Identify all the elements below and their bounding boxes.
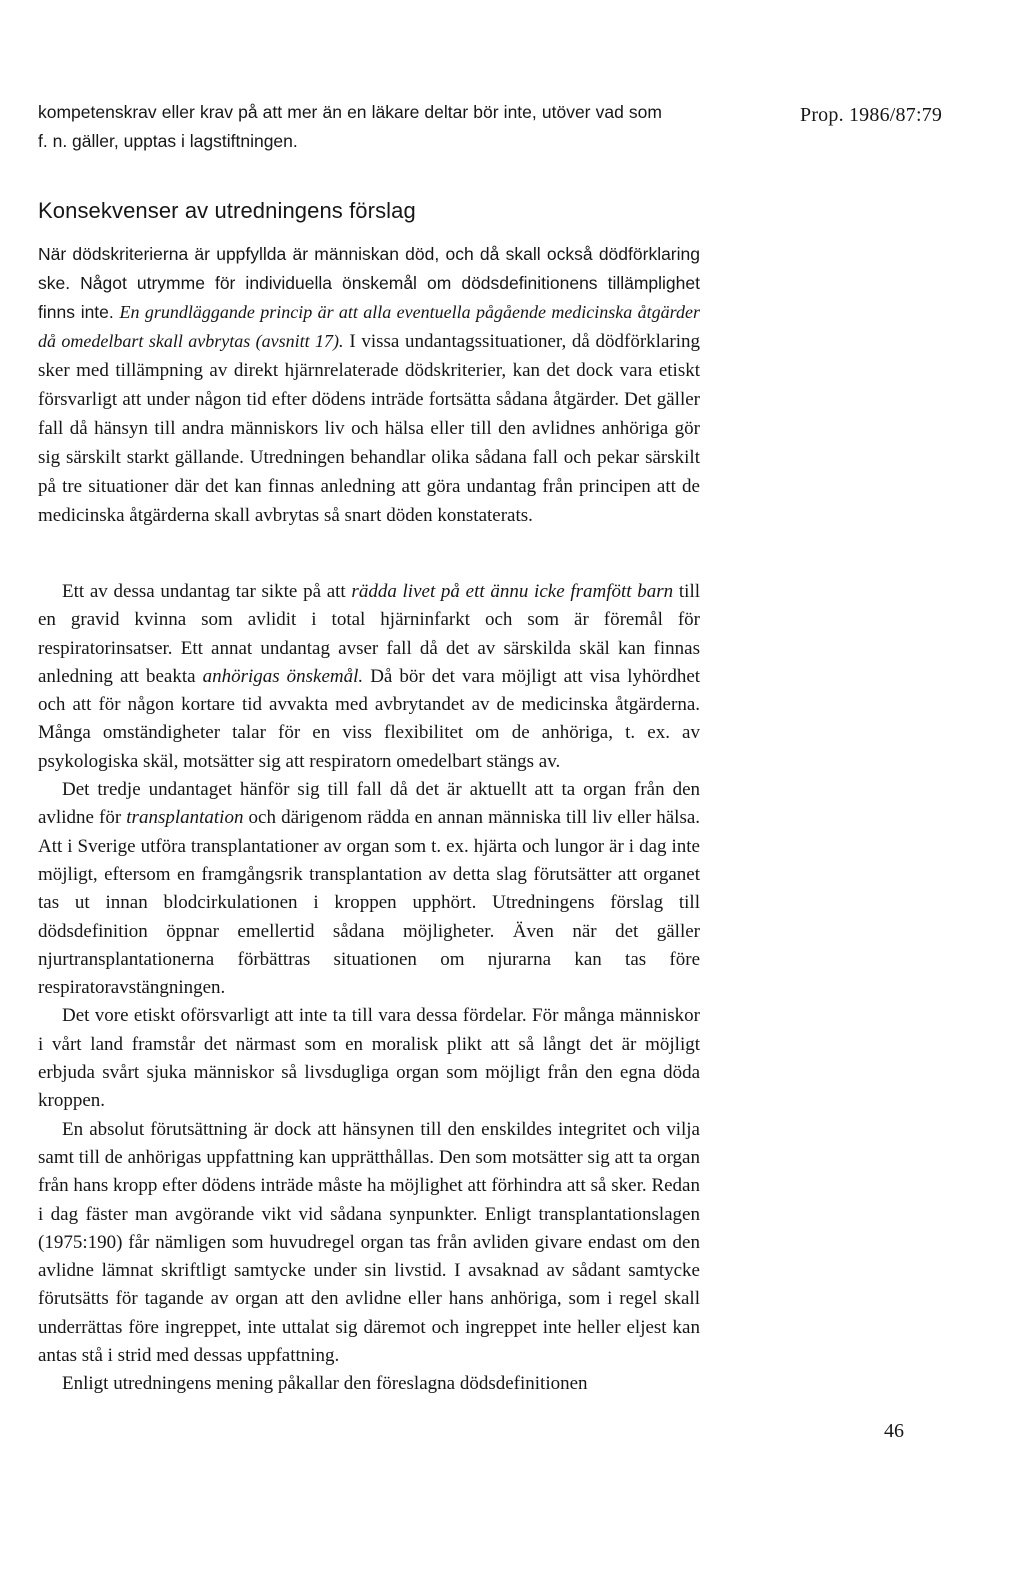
intro-text-block: [38, 98, 700, 156]
paragraph-ethics: Det vore etiskt oförsvarligt att inte ta till vara dessa fördelar. För många människor i vårt land framstår det närmast som en moralisk plikt att så långt det är möjligt erbjuda svårt sjuka människor så livsdugliga organ som möjligt från den egna döda kroppen.: [38, 1005, 700, 1112]
paragraph-conclusion: Enligt utredningens mening påkallar den föreslagna dödsdefinitionen: [62, 1373, 588, 1395]
intro-line: kompetenskrav eller krav på att mer än en läkare deltar bör inte, utöver vad som f. n. gäller, upptas i lagstiftningen.: [38, 102, 662, 151]
lead-text-1: När dödskriterierna är uppfyllda är människan död, och då skall också dödförklaring ske. Något utrymme för individuella önskemål om dödsdefinitionens tillämplighet finns inte.: [38, 244, 700, 322]
page-number: 46: [884, 1420, 904, 1442]
lead-paragraph: [38, 240, 700, 530]
paragraph-text: Det tredje undantaget hänför sig till fall då det är aktuellt att ta organ från den avlidne för: [38, 779, 700, 829]
body-text: [38, 578, 700, 1399]
paragraph-transplantation: [38, 776, 700, 1002]
paragraph-text: till en gravid kvinna som avlidit i total hjärninfarkt och som är föremål för respiratorinsatser. Ett annat undantag avser fall då det av särskilda skäl kan finnas anledning att beakta: [38, 581, 701, 687]
paragraph-italic: rädda livet på ett ännu icke framfött barn: [351, 581, 674, 602]
proposition-reference: Prop. 1986/87:79: [800, 104, 943, 126]
paragraph-text: Då bör det vara möjligt att visa lyhördhet och att för någon kortare tid avvakta med avbrytandet av de medicinska åtgärderna. Många omständigheter talar för en viss flexibilitet om de anhöriga, t. ex. av psykologiska skäl, motsätter sig att respiratorn omedelbart stängs av.: [38, 665, 701, 772]
paragraph-text: Ett av dessa undantag tar sikte på att: [62, 581, 346, 602]
section-heading: Konsekvenser av utredningens förslag: [38, 198, 416, 223]
paragraph-exceptions: [38, 578, 700, 776]
paragraph-integrity: En absolut förutsättning är dock att hänsynen till den enskildes integritet och vilja samt till de anhörigas uppfattning kan upprätthållas. Den som motsätter sig att ta organ från hans kropp efter dödens inträde måste ha möjlighet att förhindra att så sker. Redan i dag fäster man avgörande vikt vid sådana synpunkter. Enligt transplantationslagen (1975:190) får nämligen som huvudregel organ tas från avliden givare endast om den avlidne lämnat skriftligt samtycke under sin livstid. I avsaknad av sådant samtycke förutsätts för tagande av organ att den avlidne eller hans anhöriga, som i regel skall underrättas före ingreppet, inte uttalat sig däremot och ingreppet inte heller eljest kan antas stå i strid med dessas uppfattning.: [38, 1118, 700, 1367]
paragraph-italic: anhörigas önskemål.: [202, 665, 364, 687]
paragraph-text: och därigenom rädda en annan människa till liv eller hälsa. Att i Sverige utföra transplantationer av organ som t. ex. hjärta och lungor är i dag inte möjligt, eftersom en framgångsrik transplantation av detta slag förutsätter att organet tas ut innan blodcirkulationen i kroppen upphört. Utredningens förslag till dödsdefinition öppnar emellertid sådana möjligheter. Även när det gäller njurtransplantationerna förbättras situationen om njurarna kan tas före respiratoravstängningen.: [38, 807, 701, 999]
paragraph-italic: transplantation: [126, 807, 244, 829]
lead-text-2: I vissa undantagssituationer, då dödförklaring sker med tillämpning av direkt hjärnrelaterade dödskriterier, kan det dock vara etiskt försvarligt att under någon tid efter dödens inträde fortsätta sådana åtgärder. Det gäller fall då hänsyn till andra människors liv och hälsa eller till den avlidnes anhöriga gör sig särskilt starkt gällande. Utredningen behandlar olika sådana fall och pekar särskilt på tre situationer där det kan finnas anledning att göra undantag från principen att de medicinska åtgärderna skall avbrytas så snart döden konstaterats.: [38, 331, 700, 526]
lead-italic-principle: En grundläggande princip är att alla eventuella pågående medicinska åtgärder då omedelbart skall avbrytas (avsnitt 17).: [38, 302, 700, 351]
